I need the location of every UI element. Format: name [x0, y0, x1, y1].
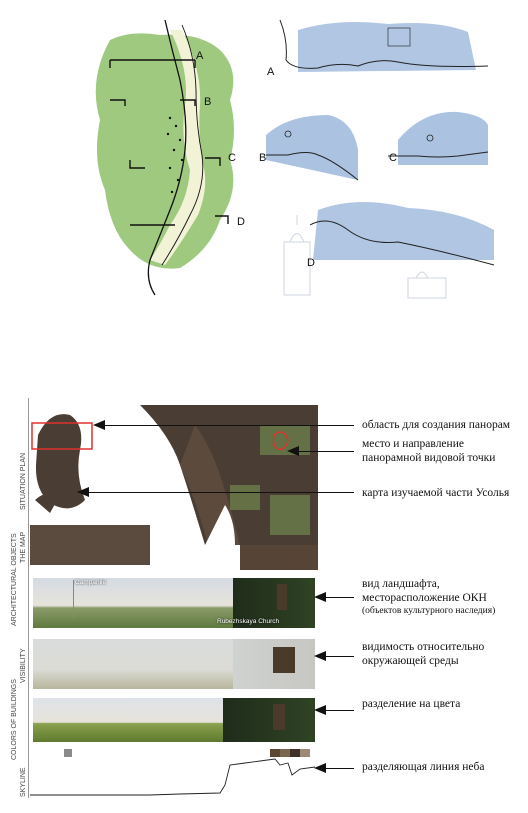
section-label-skyline: SKYLINE	[20, 767, 27, 797]
arrow-landscape	[325, 597, 354, 598]
arrow-head-skyline	[314, 763, 326, 773]
arrow-viewpoint	[298, 451, 354, 452]
section-label-visibility: VISIBILITY	[20, 648, 27, 683]
arrow-colors	[325, 710, 354, 711]
visibility-photo	[33, 639, 315, 689]
panorama-label-a: A	[267, 66, 275, 78]
section-label-architectural-objects: ARCHITECTURAL OBJECTS	[11, 533, 18, 626]
panorama-label-b: B	[259, 152, 267, 164]
annotation-skyline: разделяющая линия неба	[362, 761, 485, 773]
arrow-head-panorama-area	[93, 420, 105, 430]
annotation-visibility: видимость относительно окружающей среды	[362, 641, 485, 668]
arrow-head-visibility	[314, 651, 326, 661]
arrow-head-map-part	[77, 487, 89, 497]
annotation-colors: разделение на цвета	[362, 698, 461, 710]
watercolor-map	[70, 10, 270, 300]
annotation-viewpoint: место и направление панорамной видовой точки	[362, 438, 496, 465]
arrow-head-colors	[314, 705, 326, 715]
section-label-the-map: THE MAP	[20, 531, 27, 563]
panorama-label-c: C	[389, 152, 397, 164]
landscape-photo	[33, 578, 315, 628]
panel-divider	[28, 398, 29, 798]
panorama-sketches	[258, 10, 518, 300]
arrow-map-part	[88, 492, 354, 493]
colors-photo	[33, 698, 315, 742]
arrow-skyline	[325, 768, 354, 769]
map-marker-a: A	[196, 50, 204, 62]
arrow-head-landscape	[314, 592, 326, 602]
map-marker-b: B	[204, 96, 212, 108]
situation-plan-map	[30, 405, 318, 570]
annotation-landscape: вид ландшафта, месторасположение ОКН (объектов культурного наследия)	[362, 578, 496, 616]
arrow-head-viewpoint	[287, 446, 299, 456]
map-marker-c: C	[228, 152, 236, 164]
section-label-situation-plan: SITUATION PLAN	[20, 452, 27, 510]
arrow-panorama-area	[104, 425, 354, 426]
annotation-map-part: карта изучаемой части Усолья	[362, 487, 510, 499]
campanile-label: Campanile	[75, 579, 107, 586]
church-label: Rubezhskaya Church	[217, 618, 280, 625]
arrow-visibility	[325, 656, 354, 657]
map-marker-d: D	[237, 216, 245, 228]
section-label-colors-of-buildings: COLORS OF BUILDINGS	[11, 679, 18, 760]
annotation-panorama-area: область для создания панорам	[362, 419, 511, 431]
panorama-label-d: D	[307, 257, 315, 269]
skyline-line	[30, 755, 320, 800]
